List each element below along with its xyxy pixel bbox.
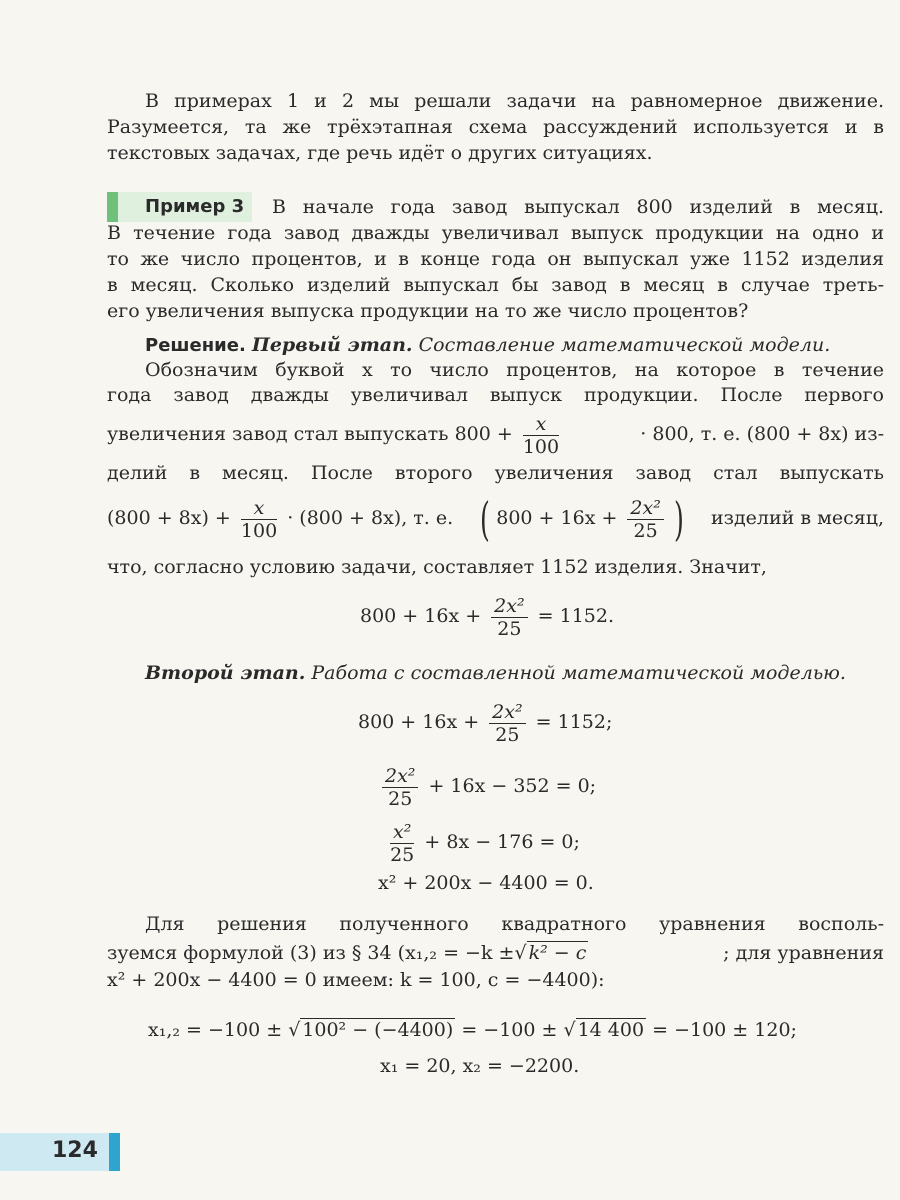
fraction-numerator: x	[241, 497, 277, 520]
stage1-title: Составление математической модели.	[418, 334, 831, 356]
solution-line-6	[107, 492, 884, 546]
stage2-title: Работа с составленной математической моделью.	[311, 662, 846, 684]
example-line-2: В течение года завод дважды увеличивал выпуск продукции на одно и	[107, 222, 884, 244]
fraction-2x2-over-25	[627, 497, 663, 542]
equation-step-4: x² + 200x − 4400 = 0.	[378, 872, 594, 894]
equation-step-2	[378, 762, 596, 810]
fraction-denominator: 25	[497, 617, 522, 640]
intro-line-1: В примерах 1 и 2 мы решали задачи на равномерное движение.	[145, 90, 884, 112]
equation-step-2-right: + 16x − 352 = 0;	[428, 775, 597, 797]
equation-left: 800 + 16x +	[360, 605, 482, 627]
fraction-denominator: 100	[240, 519, 278, 542]
fraction-numerator: 2x²	[489, 701, 525, 724]
roots-sqrt-1: 100² − (−4400)	[302, 1019, 454, 1041]
roots-b: = −100 ±	[461, 1019, 558, 1041]
equation-main	[360, 592, 614, 640]
roots-c: = −100 ± 120;	[652, 1019, 797, 1041]
equation-step-3	[386, 818, 580, 866]
fraction-numerator: 2x²	[382, 765, 418, 788]
fraction-numerator: x	[523, 413, 559, 436]
solution-line-6-b: · (800 + 8x), т. е.	[287, 507, 454, 529]
equation-step-1	[358, 698, 612, 746]
quad-line-2-b: ; для уравнения	[723, 942, 884, 964]
solution-line-4-a: увеличения завод стал выпускать 800 +	[107, 423, 513, 445]
intro-line-3: текстовых задачах, где речь идёт о других ситуациях.	[107, 142, 653, 164]
fraction-step-2	[382, 765, 418, 810]
fraction-denominator: 25	[388, 787, 413, 810]
example-line-5: его увеличения выпуска продукции на то же число процентов?	[107, 300, 749, 322]
solution-line-6-a: (800 + 8x) +	[107, 507, 231, 529]
fraction-denominator: 25	[390, 843, 415, 866]
solution-line-6-c: 800 + 16x +	[496, 507, 618, 529]
solution-line-4-b: · 800, т. е. (800 + 8x) из-	[640, 423, 884, 445]
solution-line-6-d: изделий в месяц,	[710, 507, 884, 529]
solution-line-4	[107, 410, 884, 458]
roots-a: x₁,₂ = −100 ±	[148, 1019, 283, 1041]
right-paren: )	[673, 492, 684, 546]
quad-line-2-a: зуемся формулой (3) из § 34 (x₁,₂ = −k ±	[107, 942, 515, 964]
equation-step-3-right: + 8x − 176 = 0;	[424, 831, 580, 853]
quad-line-3: x² + 200x − 4400 = 0 имеем: k = 100, c = −4400):	[107, 969, 605, 991]
roots-sqrt-2: 14 400	[577, 1019, 645, 1041]
intro-line-2: Разумеется, та же трёхэтапная схема рассуждений используется и в	[107, 116, 884, 138]
fraction-numerator: 2x²	[627, 497, 663, 520]
left-paren: (	[480, 492, 491, 546]
fraction-x-over-100	[523, 413, 559, 458]
solution-line-1	[145, 332, 884, 359]
fraction-denominator: 100	[522, 435, 560, 458]
quad-sqrt: k² − c	[528, 942, 587, 964]
equation-step-1-left: 800 + 16x +	[358, 711, 480, 733]
quad-line-1: Для решения полученного квадратного уравнения восполь-	[145, 913, 884, 935]
page-number-bar	[109, 1133, 120, 1171]
stage2-label: Второй этап.	[145, 662, 306, 684]
stage1-label: Первый этап.	[251, 334, 413, 356]
fraction-denominator: 25	[633, 519, 658, 542]
quad-line-2: зуемся формулой (3) из § 34 (x₁,₂ = −k ±√ k² − c ; для уравнения	[107, 942, 884, 964]
example-marker-bar	[107, 192, 118, 222]
equation-step-1-right: = 1152;	[535, 711, 613, 733]
fraction-x-over-100-b	[241, 497, 277, 542]
example-label: Пример 3	[145, 196, 245, 217]
fraction-numerator: x²	[390, 821, 414, 844]
equation-right: = 1152.	[537, 605, 614, 627]
roots-final: x₁ = 20, x₂ = −2200.	[380, 1055, 580, 1077]
stage2-line	[145, 660, 884, 686]
solution-line-2: Обозначим буквой x то число процентов, на которое в течение	[145, 359, 884, 381]
fraction-2x2-over-25-eq	[491, 595, 527, 640]
solution-label: Решение.	[145, 335, 246, 356]
page-number: 124	[52, 1138, 98, 1163]
solution-line-7: что, согласно условию задачи, составляет 1152 изделия. Значит,	[107, 556, 767, 578]
fraction-step-1	[489, 701, 525, 746]
example-line-3: то же число процентов, и в конце года он выпускал уже 1152 изделия	[107, 248, 884, 270]
fraction-denominator: 25	[495, 723, 520, 746]
fraction-step-3	[390, 821, 414, 866]
example-line-4: в месяц. Сколько изделий выпускал бы завод в месяц в случае треть-	[107, 274, 884, 296]
example-text-1: В начале года завод выпускал 800 изделий в месяц.	[272, 196, 884, 218]
example-line-1	[145, 194, 884, 220]
roots-line: x₁,₂ = −100 ± √ 100² − (−4400) = −100 ± √ 14 400 = −100 ± 120;	[148, 1019, 797, 1041]
solution-line-3: года завод дважды увеличивал выпуск продукции. После первого	[107, 384, 884, 406]
solution-line-5: делий в месяц. После второго увеличения завод стал выпускать	[107, 462, 884, 484]
fraction-numerator: 2x²	[491, 595, 527, 618]
